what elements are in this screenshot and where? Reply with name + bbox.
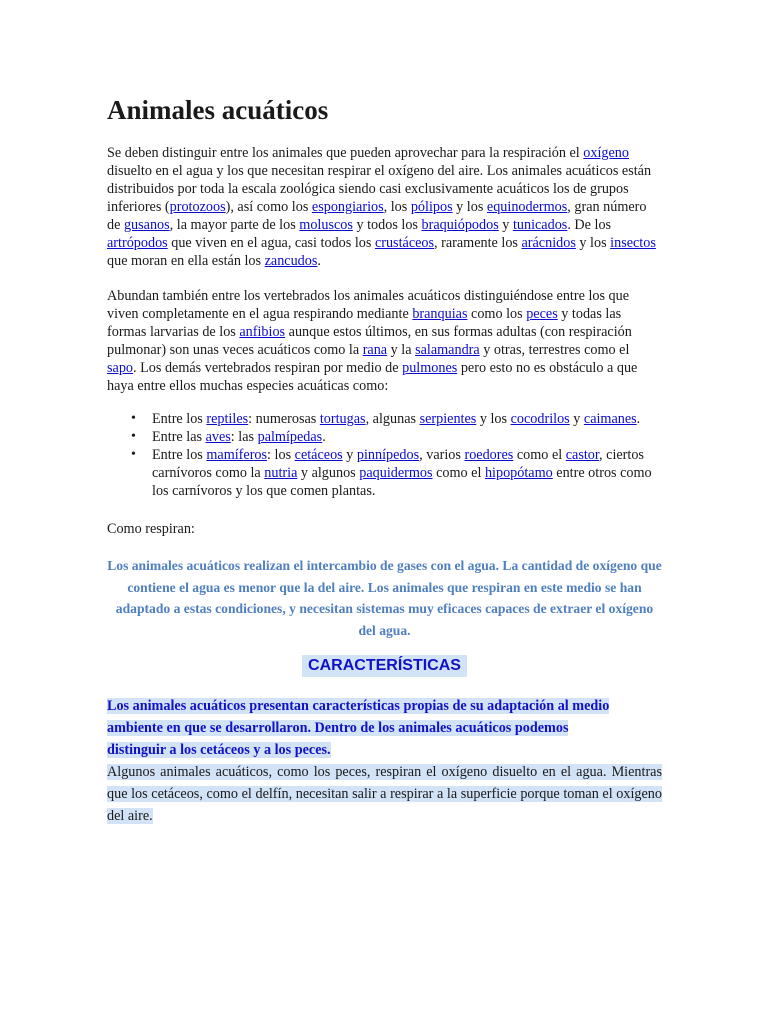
link-crustaceos[interactable]: crustáceos	[374, 235, 435, 251]
link-polipos[interactable]: pólipos	[410, 199, 453, 215]
list-item-mammals: • Entre los mamíferos: los cetáceos y pinnípedos, varios roedores como el castor, ciertos carnívoros como la nutria y algunos paquidermos como el hipopótamo entre otros como los carnívoros y los que comen plantas.	[152, 446, 662, 500]
link-salamandra[interactable]: salamandra	[415, 342, 480, 358]
link-hipopotamo[interactable]: hipopótamo	[484, 465, 553, 481]
link-palmipedas[interactable]: palmípedas	[257, 429, 323, 445]
species-list	[107, 410, 662, 500]
lead-highlight: Los animales acuáticos presentan características propias de su adaptación al medio ambiente en que se desarrollaron. Dentro de los animales acuáticos podemos distinguir a los cetáceos y a los peces.	[107, 698, 610, 758]
characteristics-detail	[107, 761, 662, 827]
page-title: Animales acuáticos	[107, 95, 329, 125]
link-pinnipedos[interactable]: pinnípedos	[356, 447, 420, 463]
link-insectos[interactable]: insectos	[610, 235, 656, 251]
link-mamiferos[interactable]: mamíferos	[206, 447, 268, 463]
link-castor[interactable]: castor	[565, 447, 600, 463]
link-artropodos[interactable]: artrópodos	[107, 235, 168, 251]
link-nutria[interactable]: nutria	[264, 465, 298, 481]
link-braquiopodos[interactable]: braquiópodos	[421, 217, 499, 233]
breathing-quote: Los animales acuáticos realizan el intercambio de gases con el agua. La cantidad de oxígeno que contiene el agua es menor que la del aire. Los animales que respiran en este medio se han adaptado a estas condiciones, y necesitan sistemas muy eficaces capaces de extraer el oxígeno del agua.	[107, 558, 662, 638]
link-aracnidos[interactable]: arácnidos	[521, 235, 576, 251]
link-tortugas[interactable]: tortugas	[319, 411, 366, 427]
list-item-birds: • Entre las aves: las palmípedas.	[152, 428, 662, 446]
link-serpientes[interactable]: serpientes	[419, 411, 477, 427]
link-protozoos[interactable]: protozoos	[169, 199, 226, 215]
link-roedores[interactable]: roedores	[464, 447, 514, 463]
link-rana[interactable]: rana	[362, 342, 388, 358]
link-gusanos[interactable]: gusanos	[123, 217, 170, 233]
characteristics-heading: CARACTERÍSTICAS	[302, 655, 467, 677]
link-zancudos[interactable]: zancudos	[264, 253, 318, 269]
intro-paragraph: Se deben distinguir entre los animales que pueden aprovechar para la respiración el oxígeno disuelto en el agua y los que necesitan respirar el oxígeno del aire. Los animales acuáticos están distribuidos por toda la escala zoológica siendo casi exclusivamente acuáticos los de grupos inferiores (protozoos), así como los espongiarios, los pólipos y los equinodermos, gran número de gusanos, la mayor parte de los moluscos y todos los braquiópodos y tunicados. De los artrópodos que viven en el agua, casi todos los crustáceos, raramente los arácnidos y los insectos que moran en ella están los zancudos.	[107, 145, 656, 269]
characteristics-lead	[107, 695, 627, 761]
breathing-subheading: Como respiran:	[107, 521, 195, 537]
link-caimanes[interactable]: caimanes	[583, 411, 637, 427]
link-equinodermos[interactable]: equinodermos	[486, 199, 568, 215]
link-peces[interactable]: peces	[526, 306, 558, 322]
link-reptiles[interactable]: reptiles	[206, 411, 249, 427]
link-branquias[interactable]: branquias	[412, 306, 468, 322]
link-cocodrilos[interactable]: cocodrilos	[510, 411, 570, 427]
list-item-reptiles: • Entre los reptiles: numerosas tortugas, algunas serpientes y los cocodrilos y caimanes.	[152, 410, 662, 428]
vertebrates-paragraph: Abundan también entre los vertebrados los animales acuáticos distinguiéndose entre los que viven completamente en el agua respirando mediante branquias como los peces y todas las formas larvarias de los anfibios aunque estos últimos, en sus formas adultas (con respiración pulmonar) son unas veces acuáticos como la rana y la salamandra y otras, terrestres como el sapo. Los demás vertebrados respiran por medio de pulmones pero esto no es obstáculo a que haya entre ellos muchas especies acuáticas como:	[107, 288, 638, 394]
link-paquidermos[interactable]: paquidermos	[359, 465, 433, 481]
link-espongiarios[interactable]: espongiarios	[311, 199, 384, 215]
characteristics-heading-wrap	[107, 655, 662, 683]
detail-highlight: Algunos animales acuáticos, como los peces, respiran el oxígeno disuelto en el agua. Mientras que los cetáceos, como el delfín, necesitan salir a respirar a la superficie porque toman el oxígeno del aire.	[107, 764, 662, 824]
link-tunicados[interactable]: tunicados	[512, 217, 568, 233]
link-moluscos[interactable]: moluscos	[299, 217, 353, 233]
link-anfibios[interactable]: anfibios	[239, 324, 286, 340]
document-content	[107, 90, 662, 827]
link-oxigeno[interactable]: oxígeno	[583, 145, 629, 161]
link-aves[interactable]: aves	[205, 429, 231, 445]
link-sapo[interactable]: sapo	[107, 360, 134, 376]
link-cetaceos[interactable]: cetáceos	[294, 447, 343, 463]
link-pulmones[interactable]: pulmones	[402, 360, 458, 376]
